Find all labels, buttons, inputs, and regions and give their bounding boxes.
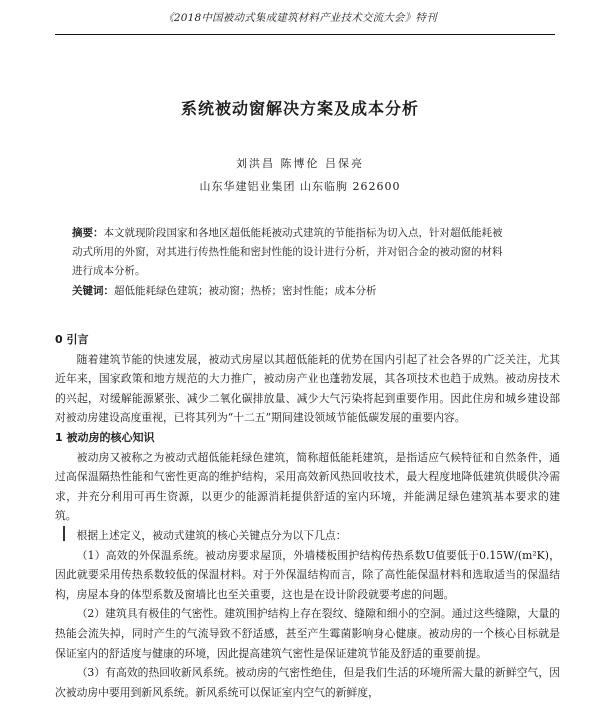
abstract-label: 摘要： <box>72 227 104 239</box>
abstract <box>72 224 512 281</box>
abstract-text: 本文就现阶段国家和各地区超低能耗被动式建筑的节能指标为切入点，针对超低能耗被动式所用的外窗，对其进行传热性能和密封性能的设计进行分析，并对铝合金的被动窗的材料进行成本分析。 <box>72 227 503 277</box>
paragraph: （1）高效的外保温系统。被动房要求屋顶，外墙楼板围护结构传热系数U值要低于0.15W/(m²K)，因此就要采用传热系数较低的保温材料。对于外保温结构而言，除了高性能保温材料和选取适当的保温结构，房屋本身的体型系数及窗墙比也至关重要，这也是在设计阶段就要考虑的问题。 <box>55 548 560 601</box>
paper-authors: 刘洪昌 陈博伦 吕保亮 <box>236 157 364 170</box>
paragraph: 根据上述定义，被动式建筑的核心关键点分为以下几点： <box>76 528 347 542</box>
section-heading-core: 1 被动房的核心知识 <box>55 430 155 444</box>
header-divider <box>55 34 555 35</box>
keywords <box>72 282 512 301</box>
keywords-text: 超低能耗绿色建筑；被动窗；热桥；密封性能；成本分析 <box>114 285 377 297</box>
paper-affiliation: 山东华建铝业集团 山东临朐 262600 <box>199 180 401 193</box>
keywords-label: 关键词： <box>72 285 114 297</box>
paragraph: 被动房又被称之为被动式超低能耗绿色建筑，简称超低能耗建筑，是指适应气候特征和自然条件，通过高保温隔热性能和气密性更高的维护结构，采用高效新风热回收技术，最大程度地降低建筑供暖供冷需求，并充分利用可再生资源，以更少的能源消耗提供舒适的室内环境，并能满足绿色建筑基本要求的建筑。 <box>55 450 560 523</box>
body-text <box>55 330 560 702</box>
paragraph: （3）有高效的热回收新风系统。被动房的气密性绝佳，但是我们生活的环境所需大量的新鲜空气，因次被动房中要用到新风系统。新风系统可以保证室内空气的新鲜度， <box>55 666 560 699</box>
paragraph: 随着建筑节能的快速发展，被动式房屋以其超低能耗的优势在国内引起了社会各界的广泛关注，尤其近年来，国家政策和地方规范的大力推广，被动房产业也蓬勃发展，其各项技术也趋于成熟。被动房技术的兴起，对缓解能源紧张、减少二氧化碳排放量、减少大气污染将起到重要作用。因此住房和城乡建设部对被动房建设高度重视，已将其列为“十二五”期间建设领域节能低碳发展的重要内容。 <box>55 352 560 425</box>
running-header: 《2018中国被动式集成建筑材料产业技术交流大会》特刊 <box>163 12 437 24</box>
paragraph: （2）建筑具有极佳的气密性。建筑围护结构上存在裂纹、缝隙和细小的空洞。通过这些缝隙，大量的热能会流失掉，同时产生的气流导致不舒适感，甚至产生霉菌影响身心健康。被动房的一个核心目标就是保证室内的舒适度与健康的环境，因此提高建筑气密性是保证建筑节能及舒适的重要前提。 <box>55 607 560 660</box>
margin-mark <box>63 526 65 541</box>
section-heading-intro: 0 引言 <box>55 333 89 346</box>
paper-title: 系统被动窗解决方案及成本分析 <box>180 99 419 118</box>
